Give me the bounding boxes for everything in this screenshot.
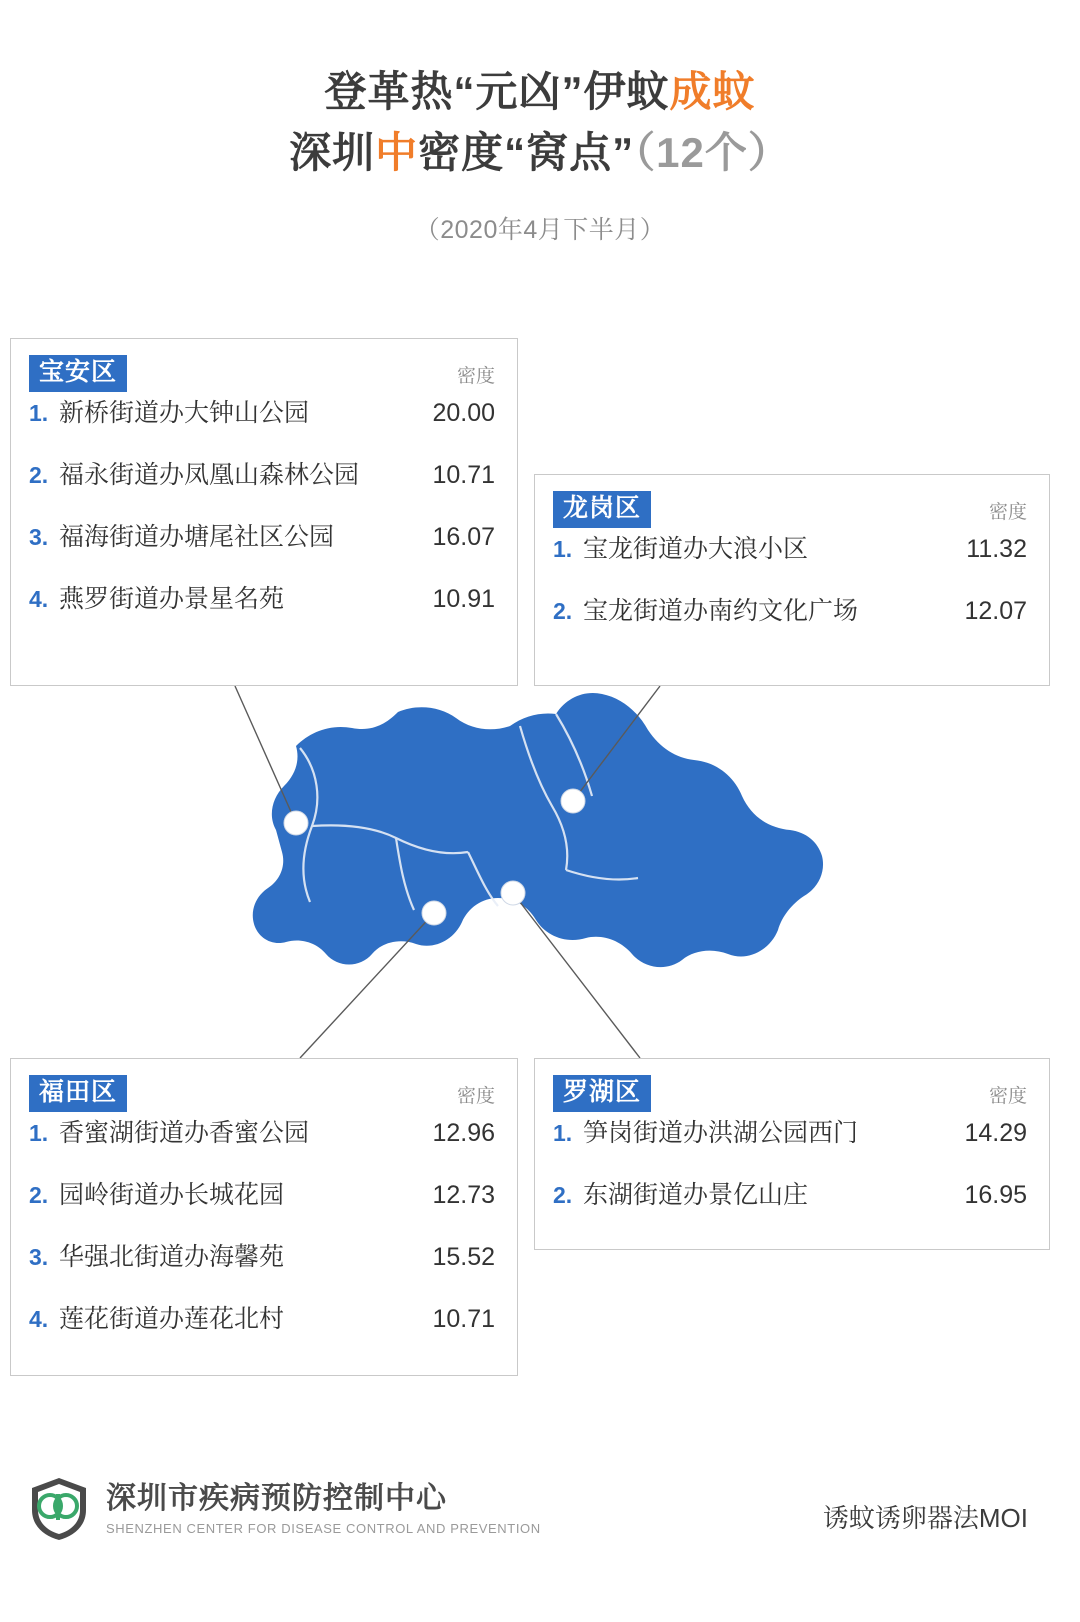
list-item-place: 福永街道办凤凰山森林公园 (59, 461, 360, 489)
list-item[interactable] (535, 1175, 1049, 1237)
district-tag: 龙岗区 (553, 491, 651, 528)
list-item[interactable] (535, 1113, 1049, 1175)
title-block (0, 62, 1080, 246)
list-item-value: 11.32 (966, 535, 1027, 563)
panel-header (11, 339, 517, 393)
list-item-rank: 1. (29, 400, 49, 426)
list-item-place: 莲花街道办莲花北村 (59, 1305, 285, 1333)
district-panel-longgang (534, 474, 1050, 686)
list-item-value: 16.95 (964, 1181, 1027, 1209)
density-column-header: 密度 (456, 366, 495, 387)
list-item-rank: 3. (29, 524, 49, 550)
list-item[interactable] (535, 591, 1049, 653)
district-tag: 罗湖区 (553, 1075, 651, 1112)
district-tag: 宝安区 (29, 355, 127, 392)
list-item-place: 香蜜湖街道办香蜜公园 (59, 1119, 310, 1147)
list-item-place: 园岭街道办长城花园 (59, 1181, 285, 1209)
list-item-rank: 2. (553, 1182, 573, 1208)
panel-header (535, 475, 1049, 529)
density-column-header: 密度 (456, 1086, 495, 1107)
map-region-fill (253, 693, 823, 967)
list-item-value: 12.96 (432, 1119, 495, 1147)
list-item[interactable] (11, 579, 517, 641)
list-item[interactable] (11, 1237, 517, 1299)
list-item-rank: 1. (553, 536, 573, 562)
list-item-rank: 1. (553, 1120, 573, 1146)
list-item-rank: 2. (29, 462, 49, 488)
district-panel-baoan (10, 338, 518, 686)
list-item-rank: 4. (29, 1306, 49, 1332)
list-item-value: 10.91 (432, 585, 495, 613)
page-subtitle: （2020年4月下半月） (414, 215, 666, 244)
list-item[interactable] (11, 1113, 517, 1175)
org-name-cn: 深圳市疾病预防控制中心 (106, 1482, 447, 1516)
title-line2-suffix: 密度“窝点” (418, 128, 635, 176)
list-item[interactable] (11, 1299, 517, 1361)
list-item-rank: 2. (553, 598, 573, 624)
title-line2-accent: 中 (375, 128, 419, 176)
org-name-block (106, 1482, 541, 1536)
density-column-header: 密度 (988, 502, 1027, 523)
page-title-line1 (0, 62, 1080, 123)
list-item-place: 宝龙街道办大浪小区 (583, 535, 809, 563)
list-item-rank: 2. (29, 1182, 49, 1208)
list-item-value: 16.07 (432, 523, 495, 551)
list-item-place: 华强北街道办海馨苑 (59, 1243, 285, 1271)
list-item-rank: 1. (29, 1120, 49, 1146)
footer (0, 1468, 1080, 1578)
panel-header (535, 1059, 1049, 1113)
list-item-place: 燕罗街道办景星名苑 (59, 585, 285, 613)
density-column-header: 密度 (988, 1086, 1027, 1107)
method-label: 诱蚊诱卵器法MOI (822, 1503, 1028, 1533)
org-name-en: SHENZHEN CENTER FOR DISEASE CONTROL AND PREVENTION (106, 1520, 541, 1536)
title-line2-prefix: 深圳 (289, 128, 376, 176)
title-line1-main: 登革热“元凶”伊蚊 (324, 68, 670, 115)
list-item-place: 笋岗街道办洪湖公园西门 (583, 1119, 859, 1147)
list-item-place: 新桥街道办大钟山公园 (59, 399, 310, 427)
list-item-place: 福海街道办塘尾社区公园 (59, 523, 335, 551)
list-item[interactable] (11, 393, 517, 455)
list-item-value: 12.73 (432, 1181, 495, 1209)
list-item-value: 10.71 (432, 461, 495, 489)
list-item-value: 10.71 (432, 1305, 495, 1333)
list-item-place: 宝龙街道办南约文化广场 (583, 597, 859, 625)
list-item-rank: 4. (29, 586, 49, 612)
list-item[interactable] (11, 517, 517, 579)
map-shape (253, 693, 823, 967)
list-item-value: 14.29 (964, 1119, 1027, 1147)
title-line1-accent: 成蚊 (669, 68, 756, 115)
list-item[interactable] (535, 529, 1049, 591)
list-item[interactable] (11, 1175, 517, 1237)
list-item-value: 12.07 (964, 597, 1027, 625)
list-item-rank: 3. (29, 1244, 49, 1270)
cdc-shield-logo-icon (28, 1476, 90, 1542)
district-panel-futian (10, 1058, 518, 1376)
title-count: （12个） (634, 128, 791, 176)
list-item-value: 15.52 (432, 1243, 495, 1271)
district-tag: 福田区 (29, 1075, 127, 1112)
page-title-line2 (0, 123, 1080, 184)
list-item-value: 20.00 (432, 399, 495, 427)
district-panel-luohu (534, 1058, 1050, 1250)
list-item[interactable] (11, 455, 517, 517)
list-item-place: 东湖街道办景亿山庄 (583, 1181, 809, 1209)
footer-brand (28, 1476, 541, 1542)
panel-header (11, 1059, 517, 1113)
